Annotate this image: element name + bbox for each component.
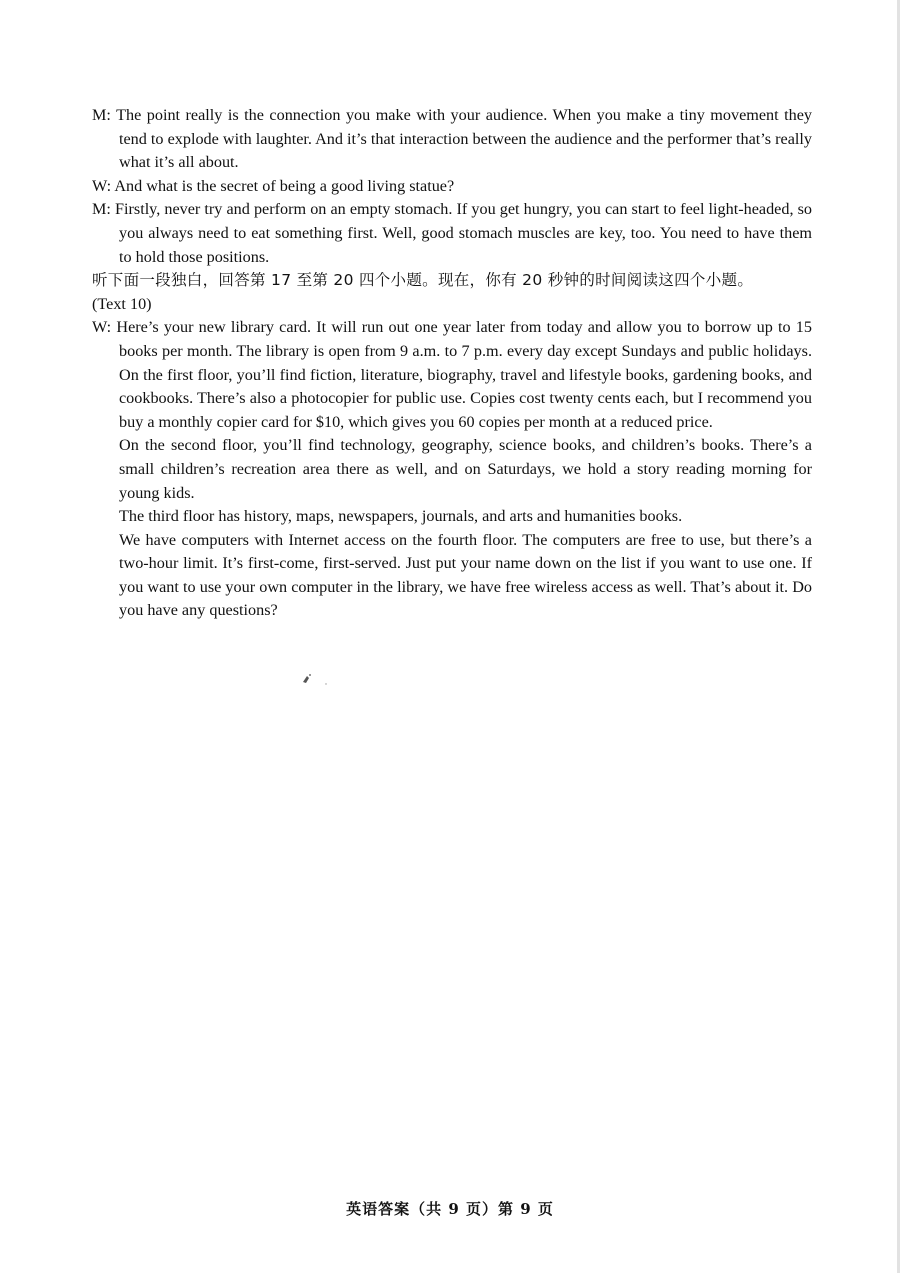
speaker-label: W:	[92, 176, 115, 195]
dialogue-line-3	[92, 198, 812, 269]
monologue-paragraph-3: The third floor has history, maps, newspapers, journals, and arts and humanities books.	[119, 507, 683, 526]
speaker-label: M:	[92, 200, 115, 219]
monologue-text: Here’s your new library card. It will run out one year later from today and allow you to borrow up to 15 books per month. The library is open from 9 a.m. to 7 p.m. every day except Sundays and public holidays. On the first floor, you’ll find fiction, literature, biography, travel and lifestyle books, gardening books, and cookbooks. There’s also a photocopier for public use. Copies cost twenty cents each, but I recommend you buy a monthly copier card for $10, which gives you 60 copies per month at a reduced price.	[116, 318, 812, 431]
speaker-label: W:	[92, 318, 117, 337]
transcript-body	[92, 104, 812, 623]
dialogue-line-2	[92, 175, 812, 199]
monologue-paragraph-4: We have computers with Internet access on the fourth floor. The computers are free to use, but there’s a two-hour limit. It’s first-come, first-served. Just put your name down on the list if you want to use one. If you want to use your own computer in the library, we have free wireless access as well. That’s about it. Do you have any questions?	[119, 530, 812, 620]
page-footer: 英语答案（共 9 页）第 9 页	[346, 1200, 554, 1218]
section-instruction: 听下面一段独白，回答第 17 至第 20 四个小题。现在，你有 20 秒钟的时间阅读这四个小题。	[92, 271, 754, 290]
dialogue-text: And what is the secret of being a good living statue?	[114, 176, 455, 195]
scan-speck	[300, 672, 330, 686]
dialogue-text: Firstly, never try and perform on an empty stomach. If you get hungry, you can start to feel light-headed, so you always need to eat something first. Well, good stomach muscles are key, too. You need to have them to hold those positions.	[115, 200, 812, 266]
dialogue-line-1	[92, 104, 812, 175]
speaker-label: M:	[92, 106, 117, 124]
text-label: (Text 10)	[92, 294, 152, 313]
dialogue-text: The point really is the connection you make with your audience. When you make a tiny movement they tend to explode with laughter. And it’s that interaction between the audience and the performer that’s really what it’s all about.	[116, 106, 812, 172]
monologue-paragraph-1	[92, 316, 812, 434]
monologue-paragraph-2: On the second floor, you’ll find technology, geography, science books, and children’s books. There’s a small children’s recreation area there as well, and on Saturdays, we hold a story reading morning for young kids.	[119, 436, 812, 502]
